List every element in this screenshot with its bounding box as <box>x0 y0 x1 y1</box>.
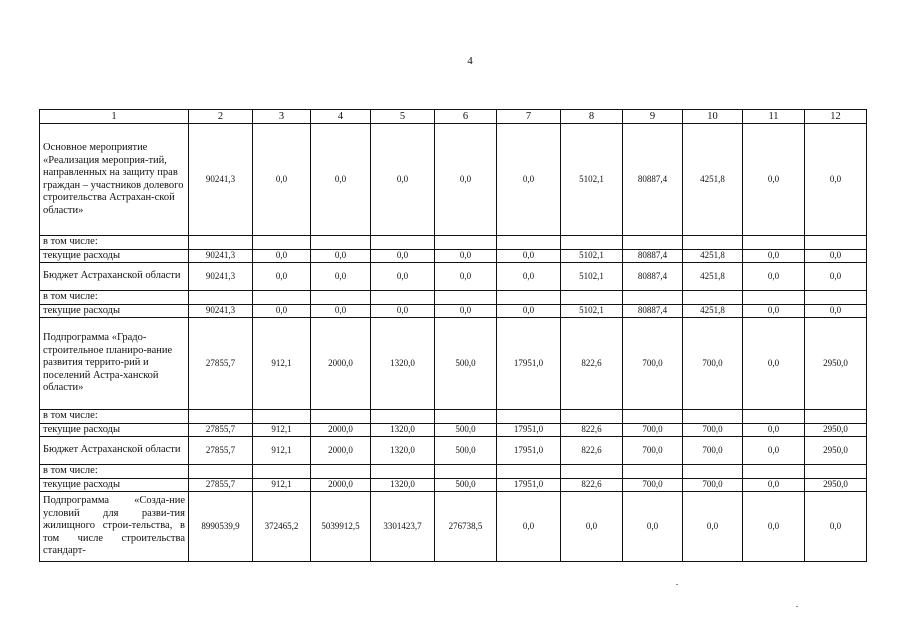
column-header-8: 8 <box>561 110 623 124</box>
cell-col-2: 27855,7 <box>189 437 253 465</box>
cell-col-12: 2950,0 <box>805 423 867 437</box>
cell-col-10: 700,0 <box>683 318 743 410</box>
cell-col-7: 0,0 <box>497 304 561 318</box>
cell-col-12: 2950,0 <box>805 318 867 410</box>
row-label: Бюджет Астраханской области <box>40 437 189 465</box>
cell-col-6: 500,0 <box>435 423 497 437</box>
cell-col-12: 0,0 <box>805 124 867 236</box>
cell-col-9: 80887,4 <box>623 263 683 291</box>
cell-col-3: 0,0 <box>253 249 311 263</box>
cell-col-11: 0,0 <box>743 249 805 263</box>
cell-col-4: 2000,0 <box>311 423 371 437</box>
cell-col-8: 5102,1 <box>561 124 623 236</box>
table-body <box>40 124 867 562</box>
cell-col-10: 4251,8 <box>683 124 743 236</box>
cell-col-10: 700,0 <box>683 478 743 492</box>
cell-col-4: 2000,0 <box>311 318 371 410</box>
cell-col-4: 5039912,5 <box>311 492 371 562</box>
row-label: в том числе: <box>40 410 189 424</box>
table-row <box>40 423 867 437</box>
cell-col-3: 912,1 <box>253 318 311 410</box>
cell-col-10 <box>683 291 743 305</box>
column-header-6: 6 <box>435 110 497 124</box>
cell-col-7: 17951,0 <box>497 478 561 492</box>
cell-col-6 <box>435 291 497 305</box>
cell-col-12: 0,0 <box>805 492 867 562</box>
cell-col-8: 822,6 <box>561 318 623 410</box>
table-row <box>40 291 867 305</box>
cell-col-8: 822,6 <box>561 423 623 437</box>
table-row <box>40 263 867 291</box>
row-label: текущие расходы <box>40 478 189 492</box>
cell-col-10: 4251,8 <box>683 263 743 291</box>
cell-col-4: 0,0 <box>311 124 371 236</box>
column-header-3: 3 <box>253 110 311 124</box>
column-header-1: 1 <box>40 110 189 124</box>
cell-col-2: 8990539,9 <box>189 492 253 562</box>
cell-col-11 <box>743 236 805 250</box>
cell-col-2 <box>189 236 253 250</box>
cell-col-3: 912,1 <box>253 478 311 492</box>
column-header-12: 12 <box>805 110 867 124</box>
row-label: Подпрограмма «Градо-строительное планиро-вание развития террито-рий и поселений Астра-ханской области» <box>40 318 189 410</box>
cell-col-2: 27855,7 <box>189 318 253 410</box>
cell-col-7: 0,0 <box>497 249 561 263</box>
cell-col-2: 27855,7 <box>189 478 253 492</box>
cell-col-9: 80887,4 <box>623 304 683 318</box>
cell-col-7: 17951,0 <box>497 437 561 465</box>
cell-col-6: 500,0 <box>435 437 497 465</box>
scan-speck <box>676 584 678 585</box>
cell-col-3 <box>253 410 311 424</box>
row-label: текущие расходы <box>40 304 189 318</box>
budget-table <box>39 109 867 562</box>
cell-col-2: 27855,7 <box>189 423 253 437</box>
cell-col-6: 276738,5 <box>435 492 497 562</box>
cell-col-4 <box>311 465 371 479</box>
table-row <box>40 249 867 263</box>
cell-col-9: 700,0 <box>623 423 683 437</box>
cell-col-9: 80887,4 <box>623 249 683 263</box>
cell-col-3: 0,0 <box>253 124 311 236</box>
cell-col-8 <box>561 291 623 305</box>
cell-col-11: 0,0 <box>743 478 805 492</box>
cell-col-10: 0,0 <box>683 492 743 562</box>
row-label: Бюджет Астраханской области <box>40 263 189 291</box>
cell-col-11 <box>743 465 805 479</box>
page-number: 4 <box>467 55 473 67</box>
cell-col-5 <box>371 410 435 424</box>
column-header-5: 5 <box>371 110 435 124</box>
cell-col-8: 5102,1 <box>561 249 623 263</box>
row-label: текущие расходы <box>40 423 189 437</box>
cell-col-3: 912,1 <box>253 423 311 437</box>
cell-col-6 <box>435 236 497 250</box>
cell-col-5 <box>371 291 435 305</box>
cell-col-11: 0,0 <box>743 437 805 465</box>
cell-col-11: 0,0 <box>743 124 805 236</box>
table-row <box>40 410 867 424</box>
cell-col-10 <box>683 465 743 479</box>
cell-col-7 <box>497 465 561 479</box>
cell-col-2: 90241,3 <box>189 249 253 263</box>
cell-col-9: 700,0 <box>623 437 683 465</box>
cell-col-9 <box>623 236 683 250</box>
cell-col-9: 0,0 <box>623 492 683 562</box>
row-label: Основное мероприятие «Реализация мероприя-тий, направленных на защиту прав граждан – участников долевого строительства Астрахан-ской области» <box>40 124 189 236</box>
cell-col-6 <box>435 465 497 479</box>
column-header-4: 4 <box>311 110 371 124</box>
cell-col-10 <box>683 410 743 424</box>
column-header-10: 10 <box>683 110 743 124</box>
cell-col-6: 0,0 <box>435 304 497 318</box>
cell-col-3: 912,1 <box>253 437 311 465</box>
cell-col-7: 0,0 <box>497 124 561 236</box>
cell-col-12: 0,0 <box>805 304 867 318</box>
table-row <box>40 318 867 410</box>
row-label: в том числе: <box>40 236 189 250</box>
cell-col-6: 500,0 <box>435 318 497 410</box>
cell-col-8: 822,6 <box>561 478 623 492</box>
row-label: Подпрограмма «Созда-ние условий для разви-тия жилищного строи-тельства, в том числе строительства стандарт- <box>40 492 189 562</box>
cell-col-8: 5102,1 <box>561 304 623 318</box>
column-header-9: 9 <box>623 110 683 124</box>
cell-col-7 <box>497 410 561 424</box>
cell-col-2: 90241,3 <box>189 304 253 318</box>
cell-col-5: 0,0 <box>371 304 435 318</box>
cell-col-8 <box>561 410 623 424</box>
cell-col-3 <box>253 465 311 479</box>
cell-col-9: 700,0 <box>623 318 683 410</box>
cell-col-6: 0,0 <box>435 263 497 291</box>
cell-col-5: 0,0 <box>371 249 435 263</box>
cell-col-4: 0,0 <box>311 304 371 318</box>
table-row <box>40 492 867 562</box>
cell-col-12: 2950,0 <box>805 437 867 465</box>
cell-col-2: 90241,3 <box>189 124 253 236</box>
cell-col-12: 2950,0 <box>805 478 867 492</box>
cell-col-8: 822,6 <box>561 437 623 465</box>
table-row <box>40 478 867 492</box>
column-header-11: 11 <box>743 110 805 124</box>
cell-col-6 <box>435 410 497 424</box>
cell-col-12 <box>805 236 867 250</box>
cell-col-11: 0,0 <box>743 423 805 437</box>
cell-col-12 <box>805 291 867 305</box>
cell-col-3: 0,0 <box>253 304 311 318</box>
cell-col-4: 0,0 <box>311 263 371 291</box>
cell-col-8 <box>561 465 623 479</box>
column-header-2: 2 <box>189 110 253 124</box>
cell-col-2 <box>189 291 253 305</box>
cell-col-2 <box>189 465 253 479</box>
table-row <box>40 124 867 236</box>
cell-col-12 <box>805 410 867 424</box>
cell-col-7: 0,0 <box>497 492 561 562</box>
scan-speck <box>796 606 798 607</box>
header-row <box>40 110 867 124</box>
row-label: в том числе: <box>40 291 189 305</box>
cell-col-5: 1320,0 <box>371 437 435 465</box>
column-header-7: 7 <box>497 110 561 124</box>
cell-col-5 <box>371 236 435 250</box>
cell-col-3 <box>253 236 311 250</box>
cell-col-5 <box>371 465 435 479</box>
cell-col-10: 700,0 <box>683 437 743 465</box>
cell-col-11: 0,0 <box>743 318 805 410</box>
cell-col-9: 80887,4 <box>623 124 683 236</box>
cell-col-11 <box>743 410 805 424</box>
cell-col-2 <box>189 410 253 424</box>
cell-col-4 <box>311 291 371 305</box>
cell-col-12: 0,0 <box>805 263 867 291</box>
cell-col-10 <box>683 236 743 250</box>
cell-col-4 <box>311 236 371 250</box>
cell-col-8: 5102,1 <box>561 263 623 291</box>
cell-col-11: 0,0 <box>743 304 805 318</box>
cell-col-6: 500,0 <box>435 478 497 492</box>
cell-col-10: 700,0 <box>683 423 743 437</box>
cell-col-4 <box>311 410 371 424</box>
cell-col-4: 2000,0 <box>311 478 371 492</box>
cell-col-7 <box>497 291 561 305</box>
cell-col-5: 3301423,7 <box>371 492 435 562</box>
cell-col-7: 0,0 <box>497 263 561 291</box>
cell-col-3: 372465,2 <box>253 492 311 562</box>
cell-col-7: 17951,0 <box>497 423 561 437</box>
cell-col-4: 2000,0 <box>311 437 371 465</box>
cell-col-8: 0,0 <box>561 492 623 562</box>
row-label: текущие расходы <box>40 249 189 263</box>
cell-col-3: 0,0 <box>253 263 311 291</box>
cell-col-2: 90241,3 <box>189 263 253 291</box>
cell-col-9 <box>623 291 683 305</box>
cell-col-12: 0,0 <box>805 249 867 263</box>
cell-col-11 <box>743 291 805 305</box>
cell-col-11: 0,0 <box>743 263 805 291</box>
cell-col-5: 0,0 <box>371 124 435 236</box>
cell-col-6: 0,0 <box>435 124 497 236</box>
table-row <box>40 437 867 465</box>
row-label: в том числе: <box>40 465 189 479</box>
cell-col-7 <box>497 236 561 250</box>
cell-col-12 <box>805 465 867 479</box>
cell-col-10: 4251,8 <box>683 249 743 263</box>
cell-col-8 <box>561 236 623 250</box>
cell-col-11: 0,0 <box>743 492 805 562</box>
cell-col-5: 1320,0 <box>371 478 435 492</box>
table-row <box>40 304 867 318</box>
cell-col-5: 1320,0 <box>371 318 435 410</box>
cell-col-3 <box>253 291 311 305</box>
cell-col-5: 1320,0 <box>371 423 435 437</box>
cell-col-4: 0,0 <box>311 249 371 263</box>
cell-col-9 <box>623 465 683 479</box>
cell-col-9 <box>623 410 683 424</box>
cell-col-9: 700,0 <box>623 478 683 492</box>
table-row <box>40 236 867 250</box>
table-row <box>40 465 867 479</box>
cell-col-6: 0,0 <box>435 249 497 263</box>
cell-col-5: 0,0 <box>371 263 435 291</box>
cell-col-7: 17951,0 <box>497 318 561 410</box>
cell-col-10: 4251,8 <box>683 304 743 318</box>
